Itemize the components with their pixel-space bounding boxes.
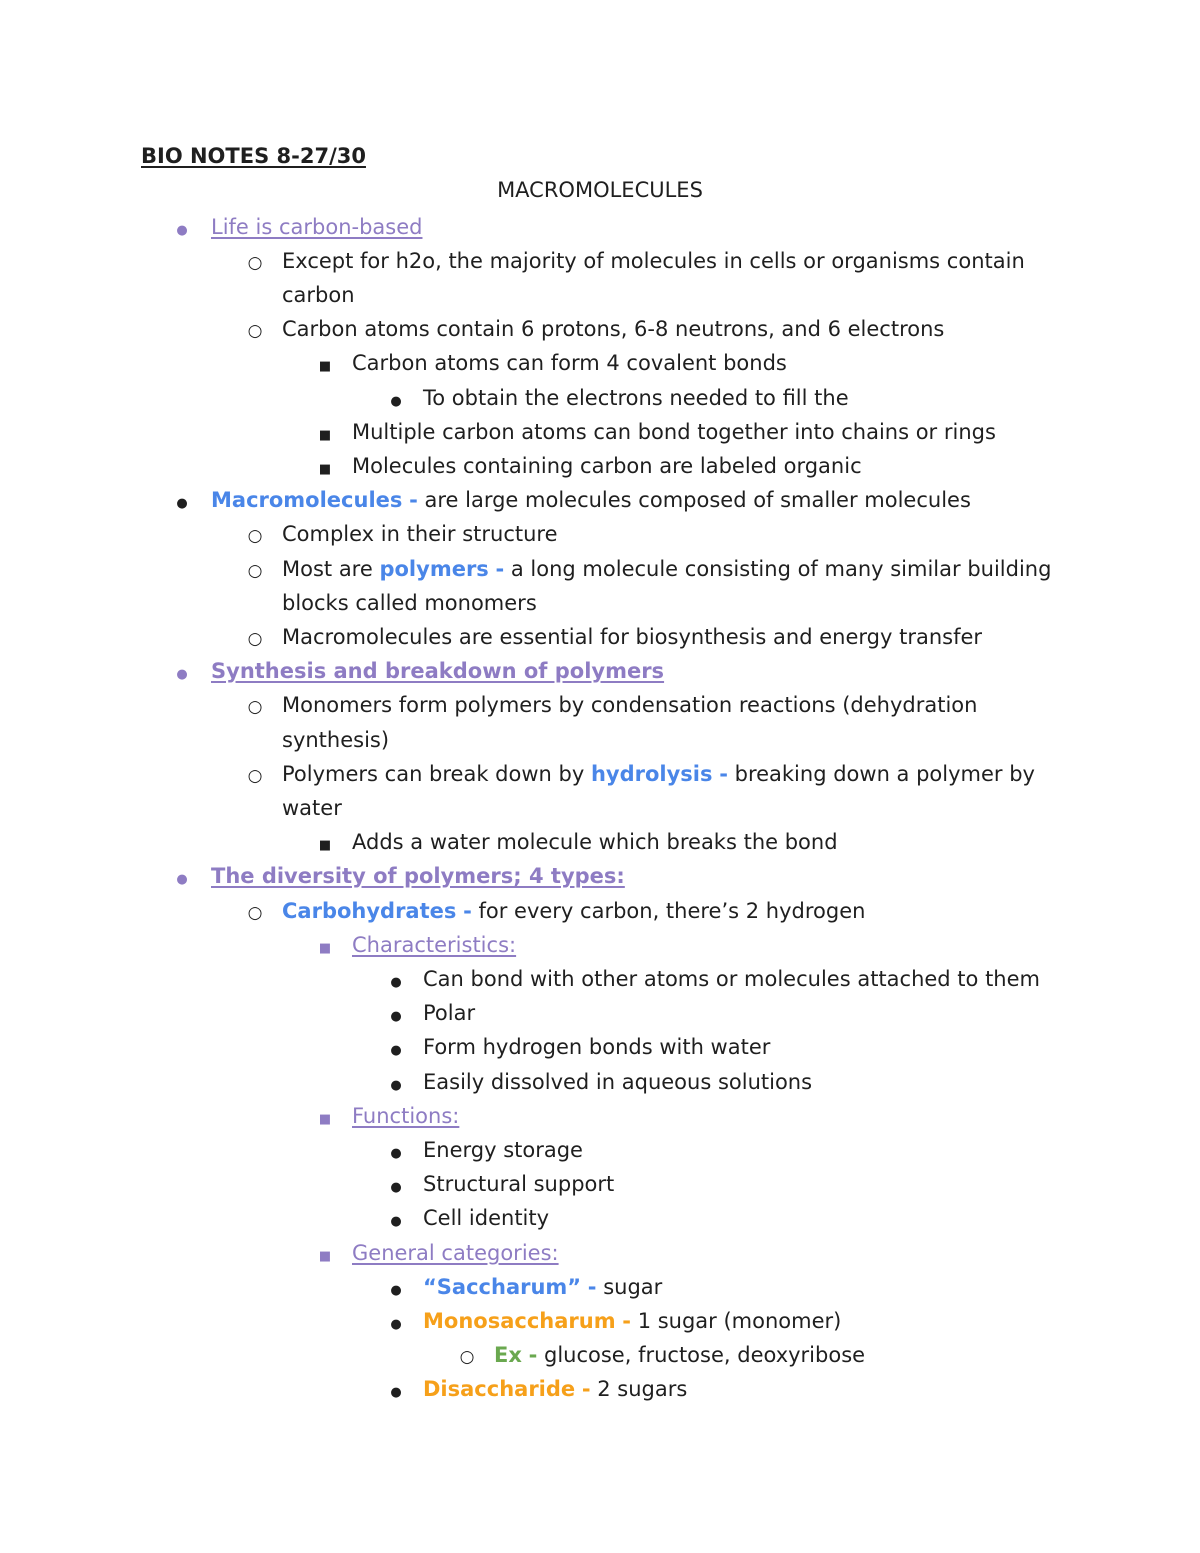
polymers-def: a long molecule consisting of many similar building bbox=[510, 557, 1052, 581]
bullet-disc-icon bbox=[384, 1135, 408, 1165]
polymers-dash: - bbox=[495, 557, 505, 581]
bullet-circle-icon bbox=[243, 690, 267, 720]
mono-def: 1 sugar (monomer) bbox=[637, 1309, 842, 1333]
bullet-square-icon bbox=[313, 827, 337, 857]
chains-line: Multiple carbon atoms can bond together into chains or rings bbox=[352, 420, 996, 444]
bullet-disc-icon bbox=[384, 1169, 408, 1199]
bullet-circle-icon bbox=[243, 622, 267, 652]
bullet-circle-icon bbox=[243, 759, 267, 789]
macro-term: Macromolecules bbox=[211, 488, 403, 512]
polymers-line2: blocks called monomers bbox=[282, 591, 537, 615]
complex-line: Complex in their structure bbox=[282, 522, 558, 546]
bullet-disc-icon bbox=[384, 1306, 408, 1336]
carbs-term: Carbohydrates bbox=[282, 899, 457, 923]
polymers-line bbox=[282, 554, 1051, 584]
bullet-disc-icon bbox=[384, 383, 408, 413]
macro-line bbox=[211, 485, 971, 515]
bullet-disc-icon bbox=[170, 656, 194, 686]
char-item: Form hydrogen bonds with water bbox=[423, 1035, 771, 1059]
func-item: Cell identity bbox=[423, 1206, 550, 1230]
di-term: Disaccharide bbox=[423, 1377, 576, 1401]
bullet-circle-icon bbox=[243, 519, 267, 549]
ex-term: Ex bbox=[494, 1343, 522, 1367]
monomers-line1: Monomers form polymers by condensation reactions (dehydration bbox=[282, 693, 978, 717]
saccharum-dash: - bbox=[587, 1275, 597, 1299]
bullet-disc-icon bbox=[170, 212, 194, 242]
di-dash: - bbox=[581, 1377, 591, 1401]
polymers-term: polymers bbox=[379, 557, 489, 581]
general-heading: General categories: bbox=[352, 1241, 559, 1265]
bullet-disc-icon bbox=[170, 861, 194, 891]
ex-line bbox=[494, 1340, 865, 1370]
bullet-disc-icon bbox=[384, 1374, 408, 1404]
obtain-line: To obtain the electrons needed to fill the bbox=[423, 386, 849, 410]
characteristics-heading: Characteristics: bbox=[352, 933, 517, 957]
adds-water-line: Adds a water molecule which breaks the bond bbox=[352, 830, 838, 854]
carbs-line bbox=[282, 896, 865, 926]
essential-line: Macromolecules are essential for biosynthesis and energy transfer bbox=[282, 625, 983, 649]
char-item: Easily dissolved in aqueous solutions bbox=[423, 1070, 813, 1094]
life-carbon-heading: Life is carbon-based bbox=[211, 215, 423, 239]
synthesis-heading: Synthesis and breakdown of polymers bbox=[211, 659, 665, 683]
bullet-disc-icon bbox=[384, 1067, 408, 1097]
macro-def: are large molecules composed of smaller molecules bbox=[424, 488, 971, 512]
bullet-circle-icon bbox=[243, 314, 267, 344]
char-item: Polar bbox=[423, 1001, 476, 1025]
bullet-disc-icon bbox=[384, 1272, 408, 1302]
bullet-disc-icon bbox=[384, 964, 408, 994]
covalent-line: Carbon atoms can form 4 covalent bonds bbox=[352, 351, 787, 375]
doc-heading: MACROMOLECULES bbox=[497, 178, 703, 202]
mono-term: Monosaccharum bbox=[423, 1309, 616, 1333]
bullet-disc-icon bbox=[384, 1203, 408, 1233]
except-h2o-line1: Except for h2o, the majority of molecules in cells or organisms contain bbox=[282, 249, 1025, 273]
bullet-circle-icon bbox=[243, 896, 267, 926]
except-h2o-line2: carbon bbox=[282, 283, 355, 307]
bullet-disc-icon bbox=[384, 998, 408, 1028]
doc-title: BIO NOTES 8-27/30 bbox=[141, 144, 366, 168]
bullet-square-icon bbox=[313, 451, 337, 481]
bullet-disc-icon bbox=[170, 485, 194, 515]
functions-heading: Functions: bbox=[352, 1104, 460, 1128]
func-item: Energy storage bbox=[423, 1138, 583, 1162]
char-item: Can bond with other atoms or molecules attached to them bbox=[423, 967, 1040, 991]
bullet-circle-icon bbox=[243, 246, 267, 276]
ex-dash: - bbox=[528, 1343, 538, 1367]
bullet-circle-icon bbox=[455, 1340, 479, 1370]
bullet-square-icon bbox=[313, 930, 337, 960]
bullet-square-icon bbox=[313, 417, 337, 447]
polymers-break-text: Polymers can break down by bbox=[282, 762, 585, 786]
monomers-line2: synthesis) bbox=[282, 728, 390, 752]
macro-dash: - bbox=[409, 488, 418, 512]
saccharum-term: “Saccharum” bbox=[423, 1275, 582, 1299]
carbs-def: for every carbon, there’s 2 hydrogen bbox=[478, 899, 866, 923]
hydrolysis-line bbox=[282, 759, 1035, 789]
saccharum-line bbox=[423, 1272, 662, 1302]
di-line bbox=[423, 1374, 687, 1404]
carbs-dash: - bbox=[463, 899, 472, 923]
hydrolysis-dash: - bbox=[719, 762, 728, 786]
carbon-atoms-line: Carbon atoms contain 6 protons, 6-8 neutrons, and 6 electrons bbox=[282, 317, 945, 341]
bullet-disc-icon bbox=[384, 1032, 408, 1062]
bullet-square-icon bbox=[313, 1101, 337, 1131]
func-item: Structural support bbox=[423, 1172, 615, 1196]
organic-line: Molecules containing carbon are labeled organic bbox=[352, 454, 862, 478]
ex-def: glucose, fructose, deoxyribose bbox=[543, 1343, 866, 1367]
hydrolysis-line2: water bbox=[282, 796, 342, 820]
hydrolysis-term: hydrolysis bbox=[590, 762, 713, 786]
bullet-square-icon bbox=[313, 1238, 337, 1268]
bullet-circle-icon bbox=[243, 554, 267, 584]
mono-line bbox=[423, 1306, 841, 1336]
di-def: 2 sugars bbox=[597, 1377, 688, 1401]
mono-dash: - bbox=[622, 1309, 631, 1333]
bullet-square-icon bbox=[313, 348, 337, 378]
hydrolysis-def: breaking down a polymer by bbox=[734, 762, 1035, 786]
saccharum-def: sugar bbox=[603, 1275, 663, 1299]
diversity-heading: The diversity of polymers; 4 types: bbox=[211, 864, 625, 888]
most-are-text: Most are bbox=[282, 557, 373, 581]
